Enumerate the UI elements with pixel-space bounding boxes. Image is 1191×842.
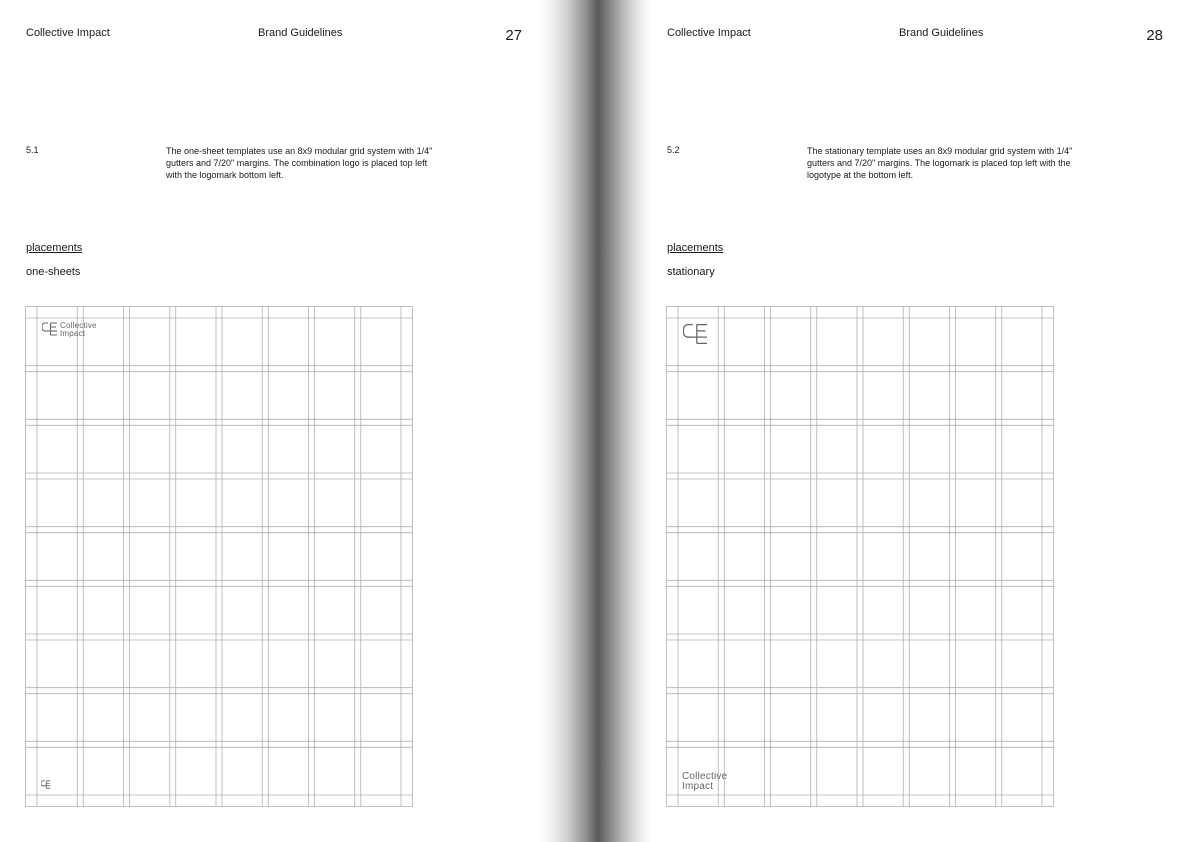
running-header-title: Collective Impact — [26, 27, 110, 39]
page-number: 27 — [505, 27, 522, 44]
section-number: 5.1 — [26, 145, 39, 155]
wordmark-line: Collective — [682, 771, 728, 782]
left-page — [0, 0, 540, 842]
running-header-section: Brand Guidelines — [899, 27, 984, 39]
book-spine-fold — [540, 0, 651, 842]
logomark-icon — [41, 780, 51, 789]
logomark-icon — [42, 322, 58, 336]
subheading: one-sheets — [26, 266, 81, 278]
wordmark-line: Impact — [60, 329, 86, 338]
running-header-title: Collective Impact — [667, 27, 751, 39]
one-sheet-grid-template — [25, 306, 413, 807]
section-number: 5.2 — [667, 145, 680, 155]
page-number: 28 — [1146, 27, 1163, 44]
placements-link[interactable]: placements — [667, 242, 724, 254]
section-description: The stationary template uses an 8x9 modular grid system with 1/4" gutters and 7/20" margins. The logomark is placed top left with the logotype at the bottom left. — [807, 146, 1073, 180]
logomark-icon — [683, 323, 709, 345]
subheading: stationary — [667, 266, 715, 278]
combination-logo-wordmark — [60, 322, 97, 338]
placements-link[interactable]: placements — [26, 242, 83, 254]
right-page — [651, 0, 1191, 842]
section-description: The one-sheet templates use an 8x9 modular grid system with 1/4" gutters and 7/20" margins. The combination logo is placed top left with the logomark bottom left. — [166, 146, 433, 180]
logotype-wordmark — [682, 772, 727, 792]
wordmark-line: Impact — [682, 781, 714, 792]
wordmark-line: Collective — [60, 321, 97, 330]
running-header-section: Brand Guidelines — [258, 27, 343, 39]
stationary-grid-template — [666, 306, 1054, 807]
